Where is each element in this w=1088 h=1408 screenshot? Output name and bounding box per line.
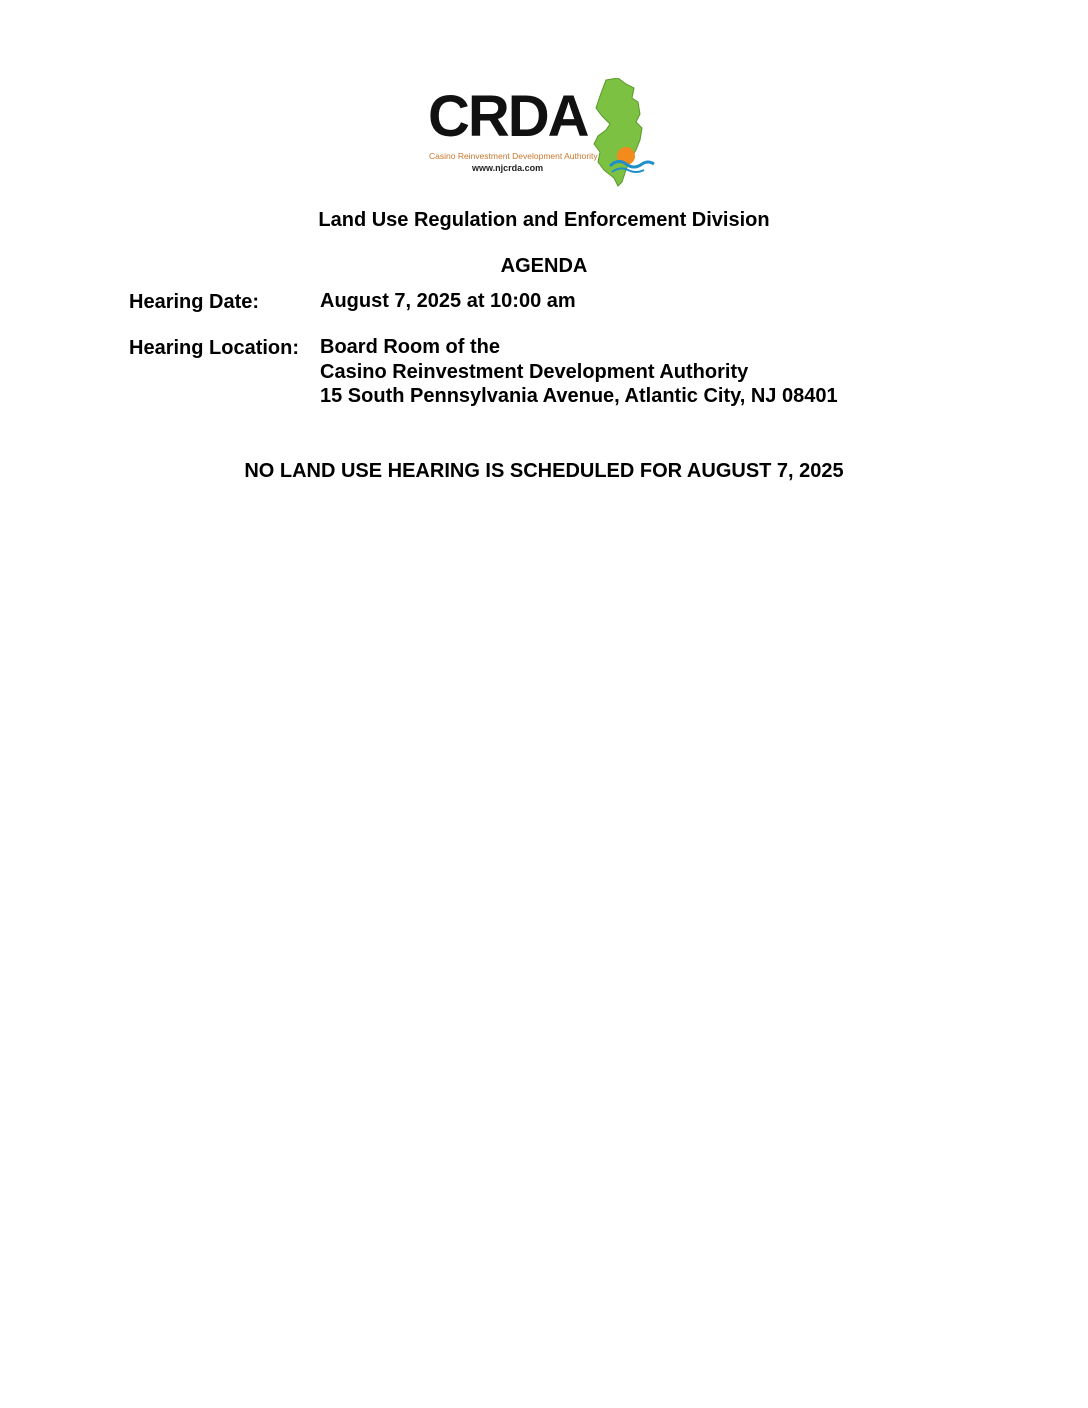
hearing-location-label: Hearing Location: — [129, 337, 300, 359]
new-jersey-map-icon — [592, 78, 662, 190]
logo-url: www.njcrda.com — [472, 163, 544, 173]
logo-tagline: Casino Reinvestment Development Authority — [429, 151, 598, 161]
location-line-room: Board Room of the — [320, 336, 500, 358]
location-line-authority: Casino Reinvestment Development Authority — [320, 360, 749, 383]
hearing-location-value — [320, 335, 838, 409]
logo-wordmark: CRDA — [428, 84, 588, 149]
hearing-date-label: Hearing Date: — [129, 291, 260, 313]
crda-logo — [424, 78, 664, 190]
hearing-date-value: August 7, 2025 at 10:00 am — [320, 290, 576, 312]
agenda-title: AGENDA — [500, 255, 588, 277]
location-line-address: 15 South Pennsylvania Avenue, Atlantic City, NJ 08401 — [320, 385, 838, 407]
no-hearing-notice: NO LAND USE HEARING IS SCHEDULED FOR AUGUST 7, 2025 — [244, 460, 844, 482]
division-heading: Land Use Regulation and Enforcement Division — [318, 209, 770, 231]
